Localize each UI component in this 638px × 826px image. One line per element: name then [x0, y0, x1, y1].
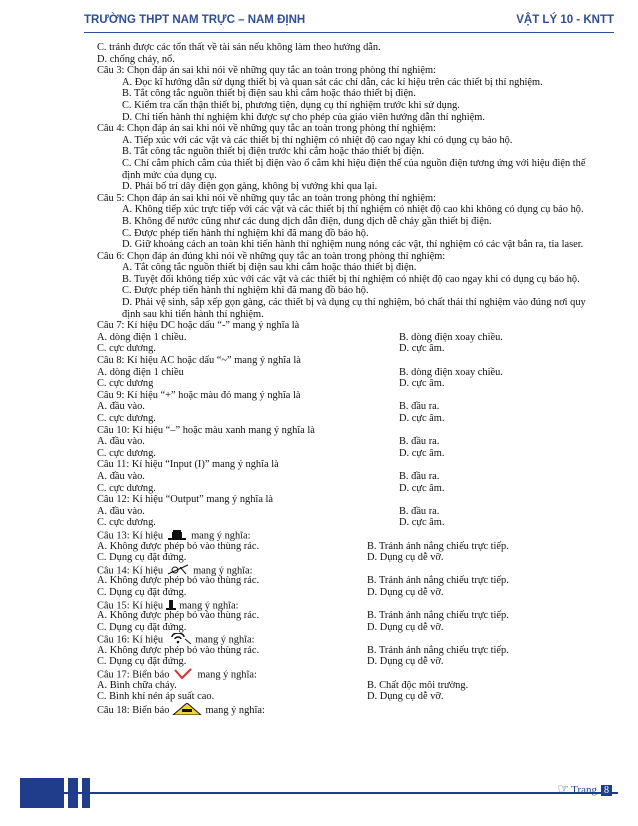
answer-a: A. đầu vào.: [97, 505, 145, 517]
answer-c: C. cực dương.: [97, 482, 156, 494]
question-3: Câu 3: Chọn đáp án sai khi nói về những quy tắc an toàn trong phòng thí nghiệm:: [97, 65, 436, 77]
question-text: Câu 16: Kí hiệu: [97, 634, 164, 646]
question-5: Câu 5: Chọn đáp án sai khi nói về những quy tắc an toàn trong phòng thí nghiệm:: [97, 192, 436, 204]
answer-a: A. dòng điện 1 chiều.: [97, 331, 187, 343]
answer-c: C. Dụng cụ đặt đứng.: [97, 656, 187, 668]
question-text: Câu 15: Kí hiệu: [97, 600, 164, 612]
answer: B. Tuyệt đối không tiếp xúc với các vật và các thiết bị thí nghiệm có nhiệt độ cao ngay khi có dụng cụ bảo hộ.: [122, 273, 580, 285]
question-10: Câu 10: Kí hiệu “–” hoặc màu xanh mang ý nghĩa là: [97, 424, 315, 436]
answer-b: B. dòng điện xoay chiều.: [399, 331, 503, 343]
answer-row: [97, 575, 602, 587]
answer-d: D. Dụng cụ dễ vỡ.: [367, 586, 444, 598]
answer-c: C. Dụng cụ đặt đứng.: [97, 621, 187, 633]
answer-row: [97, 656, 602, 668]
answer: D. Giữ khoảng cách an toàn khi tiến hành thí nghiệm nung nóng các vật, thí nghiệm có các vật bắn ra, tia laser.: [122, 239, 584, 251]
answer-d: D. Dụng cụ dễ vỡ.: [367, 691, 444, 703]
answer: A. Đọc kĩ hướng dẫn sử dụng thiết bị và quan sát các chỉ dẫn, các kí hiệu trên các thiết bị thí nghiệm.: [122, 76, 543, 88]
question-12: Câu 12: Kí hiệu “Output” mang ý nghĩa là: [97, 494, 274, 506]
footer-line: [20, 792, 618, 794]
answer-a: A. Không được phép bỏ vào thùng rác.: [97, 575, 260, 587]
page-number: 8: [601, 785, 612, 796]
question-text: mang ý nghĩa:: [179, 600, 239, 612]
answer: A. Tắt công tắc nguồn thiết bị điện sau khi cắm hoặc tháo thiết bị điện.: [122, 262, 417, 274]
question-14: [97, 564, 602, 576]
answer-c: C. cực dương.: [97, 343, 156, 355]
question-17: [97, 668, 602, 680]
question-text: Câu 17: Biển báo: [97, 669, 170, 681]
question-text: mang ý nghĩa:: [195, 634, 255, 646]
answer-d: D. Dụng cụ dễ vỡ.: [367, 552, 444, 564]
question-9: Câu 9: Kí hiệu “+” hoặc màu đỏ mang ý nghĩa là: [97, 389, 301, 401]
answer-b: B. dòng điện xoay chiều.: [399, 366, 503, 378]
subject-name: VẬT LÝ 10 - KNTT: [516, 14, 614, 26]
answer: C. Được phép tiến hành thí nghiệm khi đã mang đồ bảo hộ.: [122, 285, 369, 297]
question-6: Câu 6: Chọn đáp án đúng khi nói về những quy tắc an toàn trong phòng thí nghiệm:: [97, 250, 446, 262]
question-text: mang ý nghĩa:: [191, 530, 251, 542]
answer: D. Chỉ tiến hành thí nghiệm khi được sự cho phép của giáo viên hướng dẫn thí nghiệm.: [122, 111, 485, 123]
answer-row: [97, 506, 602, 518]
answer-b: B. Tránh ánh nắng chiếu trực tiếp.: [367, 540, 509, 552]
answer: B. Tắt công tắc nguồn thiết bị điện sau khi cắm hoặc tháo thiết bị điện.: [122, 88, 416, 100]
answer-d: D. cực âm.: [399, 517, 445, 529]
answer-c: C. cực dương.: [97, 447, 156, 459]
text-line: D. chống cháy, nổ.: [97, 53, 175, 65]
answer-c: C. cực dương: [97, 378, 154, 390]
document-body: [97, 42, 602, 717]
answer-b: B. Tránh ánh nắng chiếu trực tiếp.: [367, 575, 509, 587]
answer-row: [97, 552, 602, 564]
question-7: Câu 7: Kí hiệu DC hoặc dấu “-” mang ý nghĩa là: [97, 320, 300, 332]
question-15: [97, 599, 602, 611]
answer-row: [97, 483, 602, 495]
answer-b: B. Tránh ánh nắng chiếu trực tiếp.: [367, 644, 509, 656]
answer-a: A. Bình chữa cháy.: [97, 679, 177, 691]
header-divider: [84, 32, 614, 33]
answer-d: D. cực âm.: [399, 482, 445, 494]
answer-c: C. cực dương.: [97, 517, 156, 529]
answer-row: [97, 448, 602, 460]
school-name: TRƯỜNG THPT NAM TRỰC – NAM ĐỊNH: [84, 14, 306, 26]
answer-b: B. đầu ra.: [399, 436, 440, 448]
page-footer: [0, 778, 638, 826]
answer-b: B. đầu ra.: [399, 470, 440, 482]
question-text: mang ý nghĩa:: [193, 565, 253, 577]
answer-row: [97, 378, 602, 390]
question-8: Câu 8: Kí hiệu AC hoặc dấu “~” mang ý nghĩa là: [97, 355, 301, 367]
answer-d: D. cực âm.: [399, 447, 445, 459]
answer-row: [97, 343, 602, 355]
answer-c: C. cực dương.: [97, 413, 156, 424]
answer-row: [97, 413, 602, 425]
question-text: Câu 18: Biển báo: [97, 705, 170, 717]
answer-row: [97, 680, 602, 692]
answer-row: [97, 471, 602, 483]
answer-b: B. Tránh ánh nắng chiếu trực tiếp.: [367, 610, 509, 622]
answer-row: [97, 517, 602, 529]
answer-d: D. Dụng cụ dễ vỡ.: [367, 621, 444, 633]
answer-row: [97, 622, 602, 634]
pointing-hand-icon: ☞: [557, 781, 570, 796]
answer-d: D. cực âm.: [399, 343, 445, 355]
question-13: [97, 529, 602, 541]
answer: C. Kiểm tra cẩn thận thiết bị, phương tiện, dụng cụ thí nghiệm trước khi sử dụng.: [122, 99, 460, 111]
answer-row: [97, 541, 602, 553]
answer-d: D. cực âm.: [399, 413, 445, 424]
answer-a: A. Không được phép bỏ vào thùng rác.: [97, 610, 260, 622]
answer-row: [97, 401, 602, 413]
answer-a: A. Không được phép bỏ vào thùng rác.: [97, 540, 260, 552]
question-18: [97, 703, 602, 715]
answer-a: A. đầu vào.: [97, 470, 145, 482]
page-indicator: [557, 781, 612, 797]
answer-c: C. Dụng cụ đặt đứng.: [97, 552, 187, 564]
answer-row: [97, 367, 602, 379]
answer: C. Chỉ cắm phích cắm của thiết bị điện vào ổ cắm khi hiệu điện thế của nguồn điện tương ứng với hiệu điện thế định mức của dụng cụ.: [122, 157, 586, 181]
answer-b: B. đầu ra.: [399, 401, 440, 413]
answer: A. Không tiếp xúc trực tiếp với các vật và các thiết bị thí nghiệm có nhiệt độ cao khi không có dụng cụ bảo hộ.: [122, 204, 584, 216]
answer-a: A. đầu vào.: [97, 401, 145, 413]
answer-b: B. đầu ra.: [399, 505, 440, 517]
answer-row: [97, 436, 602, 448]
question-11: Câu 11: Kí hiệu “Input (I)” mang ý nghĩa là: [97, 459, 279, 471]
answer-row: [97, 587, 602, 599]
question-16: [97, 633, 602, 645]
question-text: mang ý nghĩa:: [197, 669, 257, 681]
answer-row: [97, 645, 602, 657]
answer-a: A. dòng điện 1 chiều: [97, 366, 184, 378]
page-header: [84, 14, 614, 30]
answer-b: B. Chất độc môi trường.: [367, 679, 469, 691]
hazard-sign-icon: [172, 703, 202, 719]
answer-row: [97, 332, 602, 344]
page-label: Trang: [571, 784, 597, 796]
answer: B. Tắt công tắc nguồn thiết bị điện trước khi cắm hoặc tháo thiết bị điện.: [122, 146, 425, 158]
question-text: Câu 13: Kí hiệu: [97, 530, 164, 542]
answer-d: D. Dụng cụ dễ vỡ.: [367, 656, 444, 668]
answer-row: [97, 691, 602, 703]
question-text: Câu 14: Kí hiệu: [97, 565, 164, 577]
answer: A. Tiếp xúc với các vật và các thiết bị thí nghiệm có nhiệt độ cao ngay khi có dụng cụ bảo hộ.: [122, 134, 513, 146]
question-text: mang ý nghĩa:: [205, 705, 265, 717]
answer-row: [97, 610, 602, 622]
answer-c: C. Bình khí nén áp suất cao.: [97, 691, 215, 703]
answer: B. Không để nước cũng như các dung dịch dẫn điện, dung dịch dễ cháy gần thiết bị điện.: [122, 215, 492, 227]
question-4: Câu 4: Chọn đáp án sai khi nói về những quy tắc an toàn trong phòng thí nghiệm:: [97, 123, 436, 135]
text-line: C. tránh được các tổn thất về tài sản nếu không làm theo hướng dẫn.: [97, 42, 381, 53]
answer-a: A. Không được phép bỏ vào thùng rác.: [97, 644, 260, 656]
answer-c: C. Dụng cụ đặt đứng.: [97, 586, 187, 598]
answer: D. Phải vệ sinh, sắp xếp gọn gàng, các thiết bị và dụng cụ thí nghiệm, bỏ chất thải thí nghiệm vào đúng nơi quy định sau khi tiến hành thí nghiệm.: [122, 297, 586, 320]
answer: D. Phải bố trí dây điện gọn gàng, không bị vướng khi qua lại.: [122, 181, 378, 193]
answer-a: A. đầu vào.: [97, 436, 145, 448]
answer-d: D. cực âm.: [399, 378, 445, 390]
answer: C. Được phép tiến hành thí nghiệm khi đã mang đồ bảo hộ.: [122, 227, 369, 239]
